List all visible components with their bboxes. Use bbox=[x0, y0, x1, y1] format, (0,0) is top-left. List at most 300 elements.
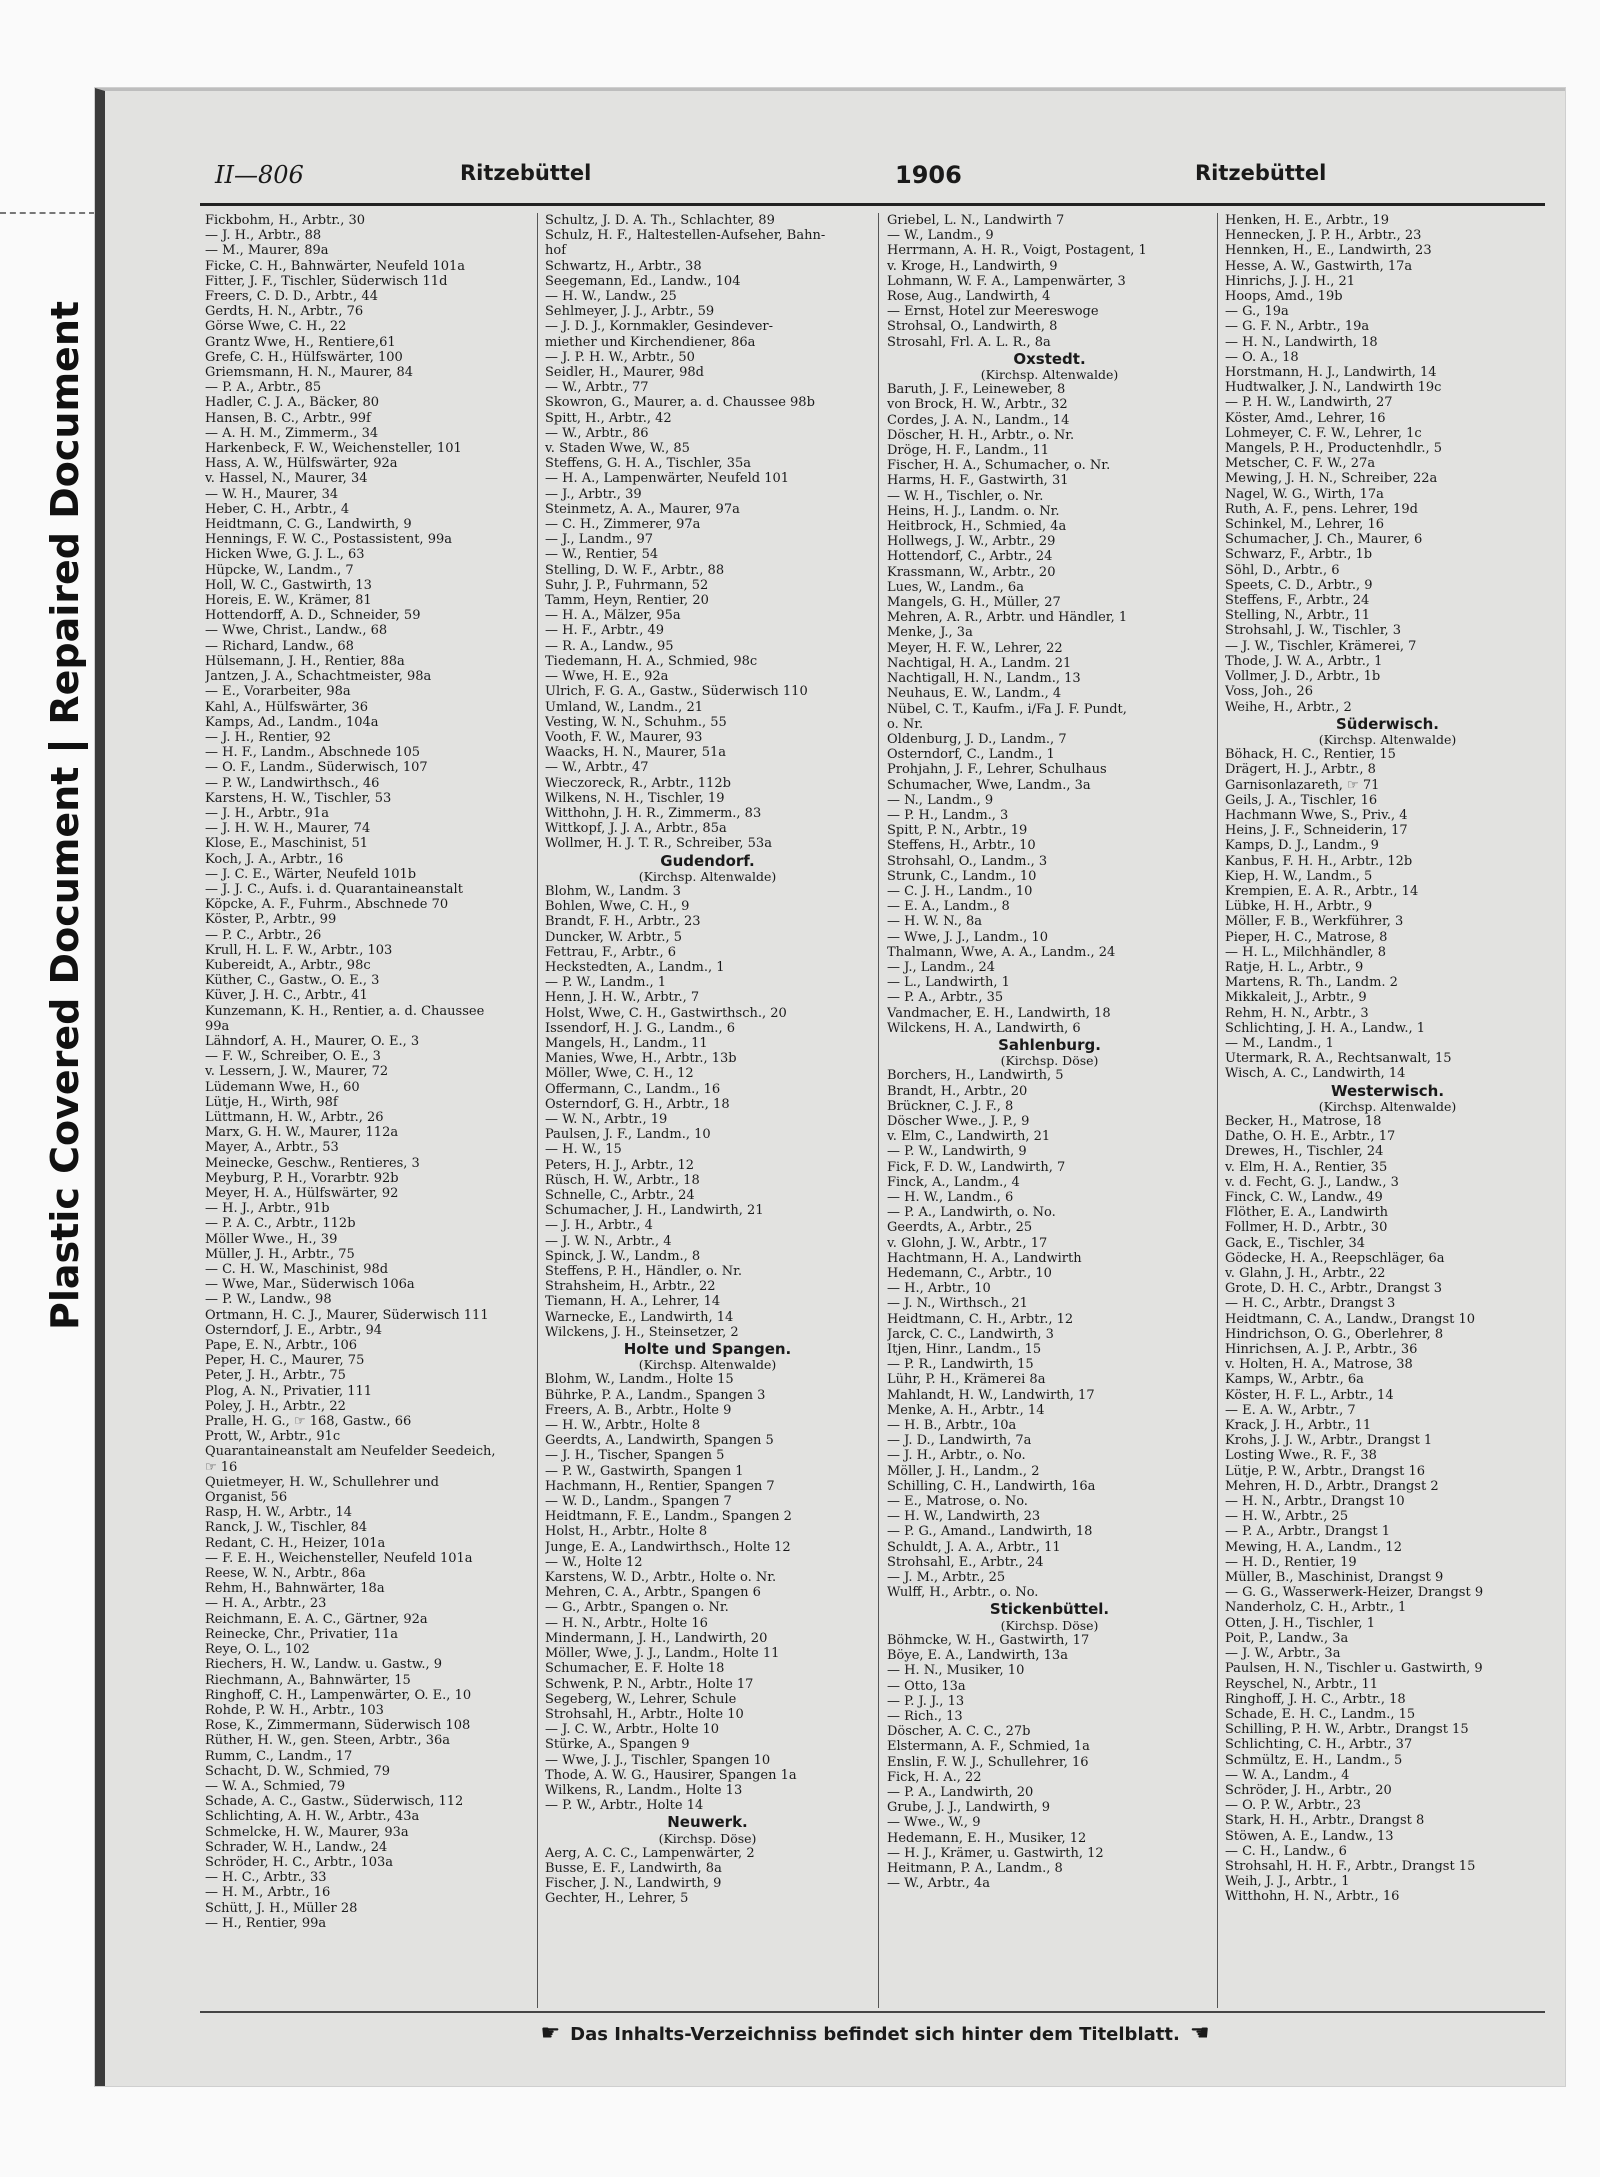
directory-entry: — A. H. M., Zimmerm., 34 bbox=[205, 425, 379, 441]
dashed-rule bbox=[0, 212, 95, 214]
directory-entry: Heckstedten, A., Landm., 1 bbox=[545, 959, 725, 975]
column-divider bbox=[537, 213, 538, 2008]
directory-entry: — W., Rentier, 54 bbox=[545, 547, 659, 563]
directory-entry: — H. A., Arbtr., 23 bbox=[205, 1596, 327, 1612]
directory-entry: Heitmann, P. A., Landm., 8 bbox=[887, 1860, 1063, 1876]
directory-entry: Thode, J. W. A., Arbtr., 1 bbox=[1225, 653, 1383, 669]
directory-entry: Lübke, H. H., Arbtr., 9 bbox=[1225, 899, 1373, 915]
directory-entry: Meyer, H. A., Hülfswärter, 92 bbox=[205, 1186, 399, 1201]
directory-entry: Schnelle, C., Arbtr., 24 bbox=[545, 1188, 695, 1203]
directory-entry: Quarantaineanstalt am Neufelder Seedeich, bbox=[205, 1444, 496, 1460]
directory-entry: Blohm, W., Landm., Holte 15 bbox=[545, 1372, 734, 1388]
directory-entry: — W., Arbtr., 4a bbox=[887, 1876, 990, 1892]
directory-entry: — J. N., Wirthsch., 21 bbox=[887, 1296, 1028, 1312]
directory-entry: — P. W., Landm., 1 bbox=[545, 975, 667, 991]
directory-entry: Follmer, H. D., Arbtr., 30 bbox=[1225, 1220, 1388, 1236]
directory-entry: — R. A., Landw., 95 bbox=[545, 638, 674, 654]
directory-entry: Neuhaus, E. W., Landm., 4 bbox=[887, 686, 1062, 702]
directory-entry: Köster, Amd., Lehrer, 16 bbox=[1225, 410, 1386, 426]
directory-entry: Rohde, P. W. H., Arbtr., 103 bbox=[205, 1702, 384, 1718]
directory-entry: v. Lessern, J. W., Maurer, 72 bbox=[205, 1064, 389, 1080]
directory-entry: Schuldt, J. A. A., Arbtr., 11 bbox=[887, 1539, 1061, 1555]
directory-entry: Strosahl, Frl. A. L. R., 8a bbox=[887, 334, 1051, 350]
directory-entry: Paulsen, H. N., Tischler u. Gastwirth, 9 bbox=[1225, 1661, 1483, 1677]
directory-entry: Reichmann, E. A. C., Gärtner, 92a bbox=[205, 1611, 428, 1627]
directory-entry: Ruth, A. F., pens. Lehrer, 19d bbox=[1225, 501, 1418, 517]
directory-entry: Tiedemann, H. A., Schmied, 98c bbox=[545, 653, 758, 669]
directory-entry: — P. A., Arbtr., Drangst 1 bbox=[1225, 1524, 1391, 1540]
directory-entry: Flöther, E. A., Landwirth bbox=[1225, 1205, 1389, 1221]
directory-entry: Griebel, L. N., Landwirth 7 bbox=[887, 213, 1065, 228]
directory-entry: — J. J. C., Aufs. i. d. Quarantaineanstalt bbox=[205, 881, 463, 897]
directory-entry: Pieper, H. C., Matrose, 8 bbox=[1225, 929, 1388, 945]
directory-entry: Steinmetz, A. A., Maurer, 97a bbox=[545, 501, 740, 517]
section-parish: (Kirchsp. Altenwalde) bbox=[980, 367, 1119, 383]
directory-entry: v. Kroge, H., Landwirth, 9 bbox=[887, 258, 1058, 274]
directory-entry: Offermann, C., Landm., 16 bbox=[545, 1081, 721, 1097]
directory-entry: Schrader, W. H., Landw., 24 bbox=[205, 1839, 388, 1855]
directory-entry: Nübel, C. T., Kaufm., i/Fa J. F. Pundt, bbox=[887, 701, 1127, 717]
directory-entry: v. Hassel, N., Maurer, 34 bbox=[205, 471, 368, 487]
directory-entry: Riechmann, A., Bahnwärter, 15 bbox=[205, 1672, 411, 1688]
directory-entry: — H., Arbtr., 10 bbox=[887, 1281, 991, 1297]
directory-entry: Strunk, C., Landm., 10 bbox=[887, 868, 1037, 884]
directory-entry: — O. P. W., Arbtr., 23 bbox=[1225, 1798, 1362, 1814]
directory-entry: Köster, P., Arbtr., 99 bbox=[205, 912, 337, 928]
directory-entry: Heins, H. J., Landm. o. Nr. bbox=[887, 503, 1060, 519]
directory-entry: — J. D. J., Kornmakler, Gesindever- bbox=[545, 319, 773, 335]
directory-entry: Rasp, H. W., Arbtr., 14 bbox=[205, 1505, 353, 1521]
directory-entry: Brandt, H., Arbtr., 20 bbox=[887, 1083, 1028, 1099]
directory-entry: Holst, Wwe, C. H., Gastwirthsch., 20 bbox=[545, 1005, 787, 1021]
directory-entry: — J., Arbtr., 39 bbox=[545, 486, 642, 502]
directory-entry: Schilling, C. H., Landwirth, 16a bbox=[887, 1478, 1096, 1494]
directory-entry: Finck, C. W., Landw., 49 bbox=[1225, 1190, 1383, 1205]
directory-entry: Utermark, R. A., Rechtsanwalt, 15 bbox=[1225, 1051, 1452, 1067]
directory-entry: Fick, F. D. W., Landwirth, 7 bbox=[887, 1159, 1066, 1175]
directory-entry: Vandmacher, E. H., Landwirth, 18 bbox=[887, 1005, 1111, 1021]
directory-entry: — Wwe, J. J., Landm., 10 bbox=[887, 929, 1048, 945]
directory-entry: Horstmann, H. J., Landwirth, 14 bbox=[1225, 365, 1437, 381]
directory-entry: — J. H. W. H., Maurer, 74 bbox=[205, 821, 371, 837]
directory-entry: Steffens, G. H. A., Tischler, 35a bbox=[545, 456, 751, 472]
directory-entry: Oldenburg, J. D., Landm., 7 bbox=[887, 731, 1067, 747]
directory-entry: v. Elm, H. A., Rentier, 35 bbox=[1225, 1159, 1388, 1175]
directory-entry: Hinrichsen, A. J. P., Arbtr., 36 bbox=[1225, 1342, 1418, 1358]
section-heading: Oxstedt. bbox=[1013, 349, 1086, 368]
directory-entry: Hedemann, C., Arbtr., 10 bbox=[887, 1266, 1052, 1282]
directory-entry: Karstens, W. D., Arbtr., Holte o. Nr. bbox=[545, 1570, 777, 1586]
directory-entry: Martens, R. Th., Landm. 2 bbox=[1225, 975, 1398, 991]
directory-entry: Itjen, Hinr., Landm., 15 bbox=[887, 1342, 1042, 1358]
directory-entry: Klose, E., Maschinist, 51 bbox=[205, 836, 368, 852]
directory-entry: — J. W., Arbtr., 3a bbox=[1225, 1646, 1341, 1662]
directory-entry: — H. D., Rentier, 19 bbox=[1225, 1554, 1357, 1570]
directory-entry: Grefe, C. H., Hülfswärter, 100 bbox=[205, 349, 403, 365]
directory-entry: Lähndorf, A. H., Maurer, O. E., 3 bbox=[205, 1033, 420, 1049]
section-parish: (Kirchsp. Altenwalde) bbox=[1318, 1098, 1457, 1114]
directory-entry: — H. N., Musiker, 10 bbox=[887, 1663, 1025, 1679]
directory-entry: — W. A., Landm., 4 bbox=[1225, 1767, 1350, 1783]
directory-entry: — C. H., Zimmerer, 97a bbox=[545, 517, 701, 533]
directory-entry: Hicken Wwe, G. J. L., 63 bbox=[205, 547, 365, 563]
directory-entry: Vesting, W. N., Schuhm., 55 bbox=[545, 714, 727, 730]
directory-entry: Thode, A. W. G., Hausirer, Spangen 1a bbox=[545, 1767, 797, 1783]
directory-entry: Horeis, E. W., Krämer, 81 bbox=[205, 593, 372, 609]
directory-entry: Suhr, J. P., Fuhrmann, 52 bbox=[545, 577, 709, 593]
directory-entry: Wieczoreck, R., Arbtr., 112b bbox=[545, 775, 731, 791]
directory-entry: Schwartz, H., Arbtr., 38 bbox=[545, 258, 702, 274]
section-parish: (Kirchsp. Döse) bbox=[1000, 1617, 1099, 1633]
directory-entry: — J. C. W., Arbtr., Holte 10 bbox=[545, 1722, 720, 1738]
directory-entry: Marx, G. H. W., Maurer, 112a bbox=[205, 1125, 399, 1141]
directory-entry: — Otto, 13a bbox=[887, 1678, 966, 1694]
directory-entry: — F. E. H., Weichensteller, Neufeld 101a bbox=[205, 1550, 473, 1566]
directory-entry: Möller, Wwe, J. J., Landm., Holte 11 bbox=[545, 1646, 780, 1662]
directory-entry: Prohjahn, J. F., Lehrer, Schulhaus bbox=[887, 762, 1107, 778]
directory-entry: Osterndorf, G. H., Arbtr., 18 bbox=[545, 1096, 730, 1112]
directory-entry: — W., Arbtr., 77 bbox=[545, 380, 649, 396]
directory-entry: Hass, A. W., Hülfswärter, 92a bbox=[205, 456, 398, 472]
directory-entry: Geils, J. A., Tischler, 16 bbox=[1225, 792, 1378, 808]
directory-entry: Segeberg, W., Lehrer, Schule bbox=[545, 1691, 737, 1707]
section-heading: Gudendorf. bbox=[660, 851, 755, 870]
section-heading: Westerwisch. bbox=[1330, 1081, 1445, 1100]
directory-entry: Ulrich, F. G. A., Gastw., Süderwisch 110 bbox=[545, 684, 808, 700]
directory-entry: Döscher, H. H., Arbtr., o. Nr. bbox=[887, 427, 1075, 443]
directory-entry: Steffens, H., Arbtr., 10 bbox=[887, 838, 1036, 854]
directory-entry: Borchers, H., Landwirth, 5 bbox=[887, 1068, 1064, 1084]
directory-entry: Kanbus, F. H. H., Arbtr., 12b bbox=[1225, 853, 1413, 869]
directory-entry: — F. W., Schreiber, O. E., 3 bbox=[205, 1049, 381, 1065]
directory-entry: Vollmer, J. D., Arbtr., 1b bbox=[1225, 669, 1381, 685]
directory-entry: Spitt, H., Arbtr., 42 bbox=[545, 410, 672, 426]
directory-entry: Cordes, J. A. N., Landm., 14 bbox=[887, 412, 1070, 428]
directory-entry: Spinck, J. W., Landm., 8 bbox=[545, 1248, 701, 1264]
directory-entry: Rumm, C., Landm., 17 bbox=[205, 1748, 353, 1764]
directory-entry: Schwarz, F., Arbtr., 1b bbox=[1225, 547, 1373, 563]
directory-entry: Gechter, H., Lehrer, 5 bbox=[545, 1891, 689, 1907]
directory-entry: Drägert, H. J., Arbtr., 8 bbox=[1225, 762, 1376, 778]
directory-entry: Nachtigal, H. A., Landm. 21 bbox=[887, 655, 1072, 671]
directory-entry: — P. H., Landm., 3 bbox=[887, 807, 1009, 823]
directory-entry: Lüdemann Wwe, H., 60 bbox=[205, 1079, 360, 1095]
directory-entry: — E. A., Landm., 8 bbox=[887, 899, 1010, 915]
directory-entry: Mehren, H. D., Arbtr., Drangst 2 bbox=[1225, 1478, 1439, 1494]
directory-entry: Heidtmann, C. A., Landw., Drangst 10 bbox=[1225, 1311, 1476, 1327]
directory-entry: Meinecke, Geschw., Rentieres, 3 bbox=[205, 1155, 420, 1171]
directory-entry: Speets, C. D., Arbtr., 9 bbox=[1225, 577, 1373, 593]
directory-entry: Ratje, H. L., Arbtr., 9 bbox=[1225, 959, 1364, 975]
directory-entry: — W. D., Landm., Spangen 7 bbox=[545, 1494, 732, 1510]
directory-entry: Hülsemann, J. H., Rentier, 88a bbox=[205, 653, 405, 669]
directory-entry: Grote, D. H. C., Arbtr., Drangst 3 bbox=[1225, 1281, 1443, 1297]
directory-entry: Lüttmann, H. W., Arbtr., 26 bbox=[205, 1109, 384, 1125]
directory-entry: Holst, H., Arbtr., Holte 8 bbox=[545, 1524, 708, 1540]
directory-entry: Wulff, H., Arbtr., o. No. bbox=[887, 1585, 1039, 1601]
page-header bbox=[215, 161, 1515, 197]
directory-entry: Stürke, A., Spangen 9 bbox=[545, 1737, 690, 1753]
directory-entry: Tamm, Heyn, Rentier, 20 bbox=[545, 593, 709, 609]
directory-entry: Drewes, H., Tischler, 24 bbox=[1225, 1144, 1384, 1160]
directory-entry: Hennings, F. W. C., Postassistent, 99a bbox=[205, 532, 452, 548]
directory-entry: — H. W., Landwirth, 23 bbox=[887, 1509, 1041, 1525]
directory-entry: Steffens, F., Arbtr., 24 bbox=[1225, 593, 1370, 609]
directory-entry: Becker, H., Matrose, 18 bbox=[1225, 1113, 1382, 1129]
directory-entry: Warnecke, E., Landwirth, 14 bbox=[545, 1309, 734, 1325]
directory-entry: — P. G., Amand., Landwirth, 18 bbox=[887, 1524, 1093, 1540]
directory-entry: — J. P. H. W., Arbtr., 50 bbox=[545, 349, 695, 365]
directory-column-2 bbox=[545, 213, 870, 1907]
directory-entry: Rehm, H. N., Arbtr., 3 bbox=[1225, 1005, 1369, 1021]
directory-entry: — W. A., Schmied, 79 bbox=[205, 1778, 346, 1794]
directory-entry: — Wwe., W., 9 bbox=[887, 1815, 981, 1831]
directory-entry: Hinrichs, J. J. H., 21 bbox=[1225, 273, 1356, 289]
directory-entry: — W., Arbtr., 47 bbox=[545, 760, 649, 776]
directory-entry: Hansen, B. C., Arbtr., 99f bbox=[205, 410, 371, 426]
directory-entry: Schulz, H. F., Haltestellen-Aufseher, Bahn- bbox=[545, 228, 826, 244]
directory-entry: Heidtmann, F. E., Landm., Spangen 2 bbox=[545, 1509, 792, 1525]
directory-entry: Busse, E. F., Landwirth, 8a bbox=[545, 1860, 722, 1876]
directory-entry: Möller Wwe., H., 39 bbox=[205, 1231, 338, 1247]
directory-entry: Witthohn, H. N., Arbtr., 16 bbox=[1225, 1889, 1400, 1905]
directory-entry: — M., Landm., 1 bbox=[1225, 1035, 1334, 1051]
directory-entry: Nachtigall, H. N., Landm., 13 bbox=[887, 671, 1081, 687]
section-parish: (Kirchsp. Döse) bbox=[1000, 1053, 1099, 1069]
directory-entry: Baruth, J. F., Leineweber, 8 bbox=[887, 382, 1066, 398]
directory-entry: — J., Landm., 97 bbox=[545, 532, 654, 548]
directory-entry: — P. A., Landwirth, 20 bbox=[887, 1784, 1034, 1800]
directory-entry: Metscher, C. F. W., 27a bbox=[1225, 456, 1376, 472]
directory-entry: Hachmann Wwe, S., Priv., 4 bbox=[1225, 807, 1408, 823]
directory-entry: — P. W., Landwirth, 9 bbox=[887, 1144, 1027, 1160]
directory-entry: Lohmann, W. F. A., Lampenwärter, 3 bbox=[887, 273, 1126, 289]
directory-entry: Weihe, H., Arbtr., 2 bbox=[1225, 699, 1352, 715]
directory-entry: Reinecke, Chr., Privatier, 11a bbox=[205, 1626, 398, 1642]
directory-entry: Duncker, W. Arbtr., 5 bbox=[545, 929, 683, 945]
directory-entry: Jantzen, J. A., Schachtmeister, 98a bbox=[205, 669, 432, 685]
directory-entry: Hottendorf, C., Arbtr., 24 bbox=[887, 549, 1053, 565]
directory-entry: Strohsahl, H. H. F., Arbtr., Drangst 15 bbox=[1225, 1858, 1476, 1874]
directory-entry: Fischer, J. N., Landwirth, 9 bbox=[545, 1876, 722, 1892]
directory-entry: — L., Landwirth, 1 bbox=[887, 975, 1010, 991]
document-page bbox=[95, 88, 1565, 2086]
directory-entry: Rose, Aug., Landwirth, 4 bbox=[887, 289, 1051, 305]
directory-entry: Lues, W., Landm., 6a bbox=[887, 579, 1024, 595]
directory-entry: Freers, A. B., Arbtr., Holte 9 bbox=[545, 1402, 732, 1418]
directory-entry: Mayer, A., Arbtr., 53 bbox=[205, 1140, 339, 1156]
directory-entry: — O. A., 18 bbox=[1225, 349, 1299, 365]
directory-entry: — W. H., Tischler, o. Nr. bbox=[887, 488, 1044, 504]
directory-entry: — Rich., 13 bbox=[887, 1708, 963, 1724]
directory-entry: Schade, A. C., Gastw., Süderwisch, 112 bbox=[205, 1794, 464, 1810]
directory-entry: v. Holten, H. A., Matrose, 38 bbox=[1225, 1357, 1413, 1373]
directory-entry: — E., Matrose, o. No. bbox=[887, 1494, 1028, 1510]
directory-entry: — J. H., Rentier, 92 bbox=[205, 729, 331, 745]
directory-entry: Möller, Wwe, C. H., 12 bbox=[545, 1066, 694, 1082]
directory-entry: — J. M., Arbtr., 25 bbox=[887, 1570, 1006, 1586]
directory-column-1 bbox=[205, 213, 530, 1931]
directory-entry: Gerdts, H. N., Arbtr., 76 bbox=[205, 304, 364, 320]
directory-entry: Karstens, H. W., Tischler, 53 bbox=[205, 790, 392, 806]
directory-entry: Kamps, W., Arbtr., 6a bbox=[1225, 1372, 1364, 1388]
directory-entry: — J., Landm., 24 bbox=[887, 959, 996, 975]
directory-entry: hof bbox=[545, 243, 567, 259]
directory-entry: Organist, 56 bbox=[205, 1490, 288, 1506]
directory-entry: Grube, J. J., Landwirth, 9 bbox=[887, 1800, 1051, 1816]
directory-entry: Witthohn, J. H. R., Zimmerm., 83 bbox=[545, 805, 762, 821]
directory-entry: Schmelcke, H. W., Maurer, 93a bbox=[205, 1824, 409, 1840]
directory-entry: Paulsen, J. F., Landm., 10 bbox=[545, 1127, 711, 1143]
directory-entry: ☞ 16 bbox=[205, 1459, 238, 1475]
directory-entry: Manies, Wwe, H., Arbtr., 13b bbox=[545, 1051, 737, 1067]
directory-entry: Tiemann, H. A., Lehrer, 14 bbox=[545, 1294, 721, 1310]
directory-entry: Geerdts, A., Arbtr., 25 bbox=[887, 1220, 1033, 1236]
directory-entry: Lohmeyer, C. F. W., Lehrer, 1c bbox=[1225, 425, 1422, 441]
directory-entry: Weih, J. J., Arbtr., 1 bbox=[1225, 1874, 1350, 1890]
directory-entry: — P. R., Landwirth, 15 bbox=[887, 1357, 1034, 1373]
directory-entry: miether und Kirchendiener, 86a bbox=[545, 334, 756, 350]
directory-entry: — W. H., Maurer, 34 bbox=[205, 486, 339, 502]
directory-entry: Kubereidt, A., Arbtr., 98c bbox=[205, 957, 371, 973]
directory-entry: — C. H. W., Maschinist, 98d bbox=[205, 1262, 389, 1278]
directory-entry: — J. H., Arbtr., 88 bbox=[205, 228, 322, 244]
directory-entry: — P. W., Arbtr., Holte 14 bbox=[545, 1798, 704, 1814]
directory-entry: — H. N., Arbtr., Drangst 10 bbox=[1225, 1494, 1405, 1510]
directory-entry: Spitt, P. N., Arbtr., 19 bbox=[887, 823, 1028, 839]
directory-entry: — H. N., Landwirth, 18 bbox=[1225, 334, 1378, 350]
directory-entry: Quietmeyer, H. W., Schullehrer und bbox=[205, 1474, 439, 1490]
directory-entry: v. Glohn, J. W., Arbtr., 17 bbox=[887, 1235, 1048, 1251]
directory-entry: Fitter, J. F., Tischler, Süderwisch 11d bbox=[205, 273, 448, 289]
directory-entry: Strohsahl, E., Arbtr., 24 bbox=[887, 1554, 1044, 1570]
directory-entry: Heidtmann, C. H., Arbtr., 12 bbox=[887, 1311, 1074, 1327]
directory-entry: — H. L., Milchhändler, 8 bbox=[1225, 944, 1387, 960]
directory-entry: Schacht, D. W., Schmied, 79 bbox=[205, 1763, 391, 1779]
directory-entry: Schlichting, J. H. A., Landw., 1 bbox=[1225, 1020, 1426, 1036]
directory-entry: v. Staden Wwe, W., 85 bbox=[545, 441, 690, 457]
directory-entry: — G. F. N., Arbtr., 19a bbox=[1225, 319, 1370, 335]
directory-entry: Schütt, J. H., Müller 28 bbox=[205, 1900, 358, 1916]
directory-entry: — H. A., Mälzer, 95a bbox=[545, 608, 681, 624]
directory-entry: Vooth, F. W., Maurer, 93 bbox=[545, 729, 703, 745]
plastic-covered-label: Plastic Covered Document bbox=[43, 766, 87, 1330]
directory-entry: Lütje, P. W., Arbtr., Drangst 16 bbox=[1225, 1463, 1426, 1479]
directory-entry: Harkenbeck, F. W., Weichensteller, 101 bbox=[205, 441, 462, 457]
directory-entry: Poit, P., Landw., 3a bbox=[1225, 1630, 1349, 1646]
directory-entry: Finck, A., Landm., 4 bbox=[887, 1174, 1020, 1190]
directory-entry: Mewing, H. A., Landm., 12 bbox=[1225, 1539, 1402, 1555]
directory-entry: — N., Landm., 9 bbox=[887, 792, 994, 808]
directory-entry: Jarck, C. C., Landwirth, 3 bbox=[887, 1326, 1054, 1342]
column-divider bbox=[878, 213, 879, 2008]
directory-entry: Peters, H. J., Arbtr., 12 bbox=[545, 1157, 694, 1173]
directory-entry: Köpcke, A. F., Fuhrm., Abschnede 70 bbox=[205, 897, 449, 913]
directory-entry: Krack, J. H., Arbtr., 11 bbox=[1225, 1418, 1372, 1434]
directory-entry: Skowron, G., Maurer, a. d. Chaussee 98b bbox=[545, 395, 815, 411]
directory-entry: Böhmcke, W. H., Gastwirth, 17 bbox=[887, 1632, 1090, 1648]
directory-entry: — W. N., Arbtr., 19 bbox=[545, 1111, 668, 1127]
directory-entry: Hottendorff, A. D., Schneider, 59 bbox=[205, 608, 421, 624]
directory-entry: — P. J. J., 13 bbox=[887, 1693, 965, 1709]
directory-entry: — H. W., Landw., 25 bbox=[545, 289, 677, 305]
repaired-label: Repaired Document bbox=[43, 300, 87, 725]
directory-entry: — P. A. C., Arbtr., 112b bbox=[205, 1216, 356, 1232]
directory-entry: — P. W., Landwirthsch., 46 bbox=[205, 775, 380, 791]
directory-entry: Schlichting, A. H. W., Arbtr., 43a bbox=[205, 1809, 420, 1825]
directory-entry: Meyer, H. F. W., Lehrer, 22 bbox=[887, 640, 1063, 656]
directory-entry: Rose, K., Zimmermann, Süderwisch 108 bbox=[205, 1718, 471, 1734]
directory-entry: — P. C., Arbtr., 26 bbox=[205, 927, 322, 943]
directory-entry: Bührke, P. A., Landm., Spangen 3 bbox=[545, 1387, 766, 1403]
directory-column-4 bbox=[1225, 213, 1550, 1905]
directory-entry: Stelling, D. W. F., Arbtr., 88 bbox=[545, 562, 725, 578]
directory-entry: Krempien, E. A. R., Arbtr., 14 bbox=[1225, 883, 1419, 899]
directory-entry: Schilling, P. H. W., Arbtr., Drangst 15 bbox=[1225, 1722, 1469, 1738]
directory-entry: Prott, W., Arbtr., 91c bbox=[205, 1429, 341, 1445]
directory-entry: Strohsahl, J. W., Tischler, 3 bbox=[1225, 623, 1402, 639]
directory-entry: Krassmann, W., Arbtr., 20 bbox=[887, 564, 1056, 580]
directory-entry: — P. A., Arbtr., 35 bbox=[887, 990, 1004, 1006]
directory-entry: Seidler, H., Maurer, 98d bbox=[545, 365, 704, 381]
directory-entry: Peter, J. H., Arbtr., 75 bbox=[205, 1368, 346, 1384]
directory-entry: Plog, A. N., Privatier, 111 bbox=[205, 1383, 373, 1399]
directory-entry: Schinkel, M., Lehrer, 16 bbox=[1225, 517, 1384, 533]
directory-entry: Heber, C. H., Arbtr., 4 bbox=[205, 501, 350, 517]
directory-entry: Enslin, F. W. J., Schullehrer, 16 bbox=[887, 1754, 1089, 1770]
directory-entry: Dathe, O. H. E., Arbtr., 17 bbox=[1225, 1129, 1396, 1145]
directory-entry: Schumacher, J. Ch., Maurer, 6 bbox=[1225, 532, 1423, 548]
directory-entry: Henn, J. H. W., Arbtr., 7 bbox=[545, 990, 700, 1006]
column-divider bbox=[1217, 213, 1218, 2008]
directory-entry: Seegemann, Ed., Landw., 104 bbox=[545, 273, 741, 289]
directory-entry: Waacks, H. N., Maurer, 51a bbox=[545, 745, 727, 761]
directory-entry: Fettrau, F., Arbtr., 6 bbox=[545, 944, 677, 960]
directory-entry: v. d. Fecht, G. J., Landw., 3 bbox=[1225, 1174, 1399, 1190]
directory-entry: Gödecke, H. A., Reepschläger, 6a bbox=[1225, 1250, 1445, 1266]
directory-entry: Bohlen, Wwe, C. H., 9 bbox=[545, 899, 690, 915]
directory-entry: — H. J., Arbtr., 91b bbox=[205, 1201, 330, 1217]
directory-column-3 bbox=[887, 213, 1212, 1891]
directory-entry: Fickbohm, H., Arbtr., 30 bbox=[205, 213, 366, 228]
directory-entry: Mindermann, J. H., Landwirth, 20 bbox=[545, 1630, 768, 1646]
directory-entry: Rehm, H., Bahnwärter, 18a bbox=[205, 1581, 385, 1597]
directory-entry: Dröge, H. F., Landm., 11 bbox=[887, 443, 1050, 459]
directory-entry: Peper, H. C., Maurer, 75 bbox=[205, 1353, 365, 1369]
directory-entry: Harms, H. F., Gastwirth, 31 bbox=[887, 473, 1069, 489]
directory-entry: Möller, J. H., Landm., 2 bbox=[887, 1463, 1040, 1479]
directory-entry: Strohsal, O., Landwirth, 8 bbox=[887, 319, 1058, 335]
directory-entry: Ringhoff, C. H., Lampenwärter, O. E., 10 bbox=[205, 1687, 472, 1703]
directory-entry: Steffens, P. H., Händler, o. Nr. bbox=[545, 1264, 743, 1280]
header-year: 1906 bbox=[895, 161, 962, 189]
directory-entry: Garnisonlazareth, ☞ 71 bbox=[1225, 777, 1380, 793]
directory-entry: Krohs, J. J. W., Arbtr., Drangst 1 bbox=[1225, 1433, 1433, 1449]
directory-entry: Hedemann, E. H., Musiker, 12 bbox=[887, 1830, 1087, 1846]
directory-entry: — H. M., Arbtr., 16 bbox=[205, 1885, 331, 1901]
section-heading: Sahlenburg. bbox=[998, 1035, 1101, 1054]
directory-entry: Mehren, A. R., Arbtr. und Händler, 1 bbox=[887, 610, 1128, 626]
directory-entry: Reese, W. N., Arbtr., 86a bbox=[205, 1566, 366, 1582]
directory-entry: o. Nr. bbox=[887, 716, 924, 732]
directory-entry: — W., Landm., 9 bbox=[887, 228, 994, 244]
directory-entry: Rüther, H. W., gen. Steen, Arbtr., 36a bbox=[205, 1733, 451, 1749]
directory-entry: Brandt, F. H., Arbtr., 23 bbox=[545, 914, 701, 930]
directory-entry: Hachtmann, H. A., Landwirth bbox=[887, 1250, 1082, 1266]
directory-entry: Wittkopf, J. J. A., Arbtr., 85a bbox=[545, 821, 727, 837]
directory-entry: — C. J. H., Landm., 10 bbox=[887, 883, 1033, 899]
directory-entry: Schade, E. H. C., Landm., 15 bbox=[1225, 1706, 1416, 1722]
